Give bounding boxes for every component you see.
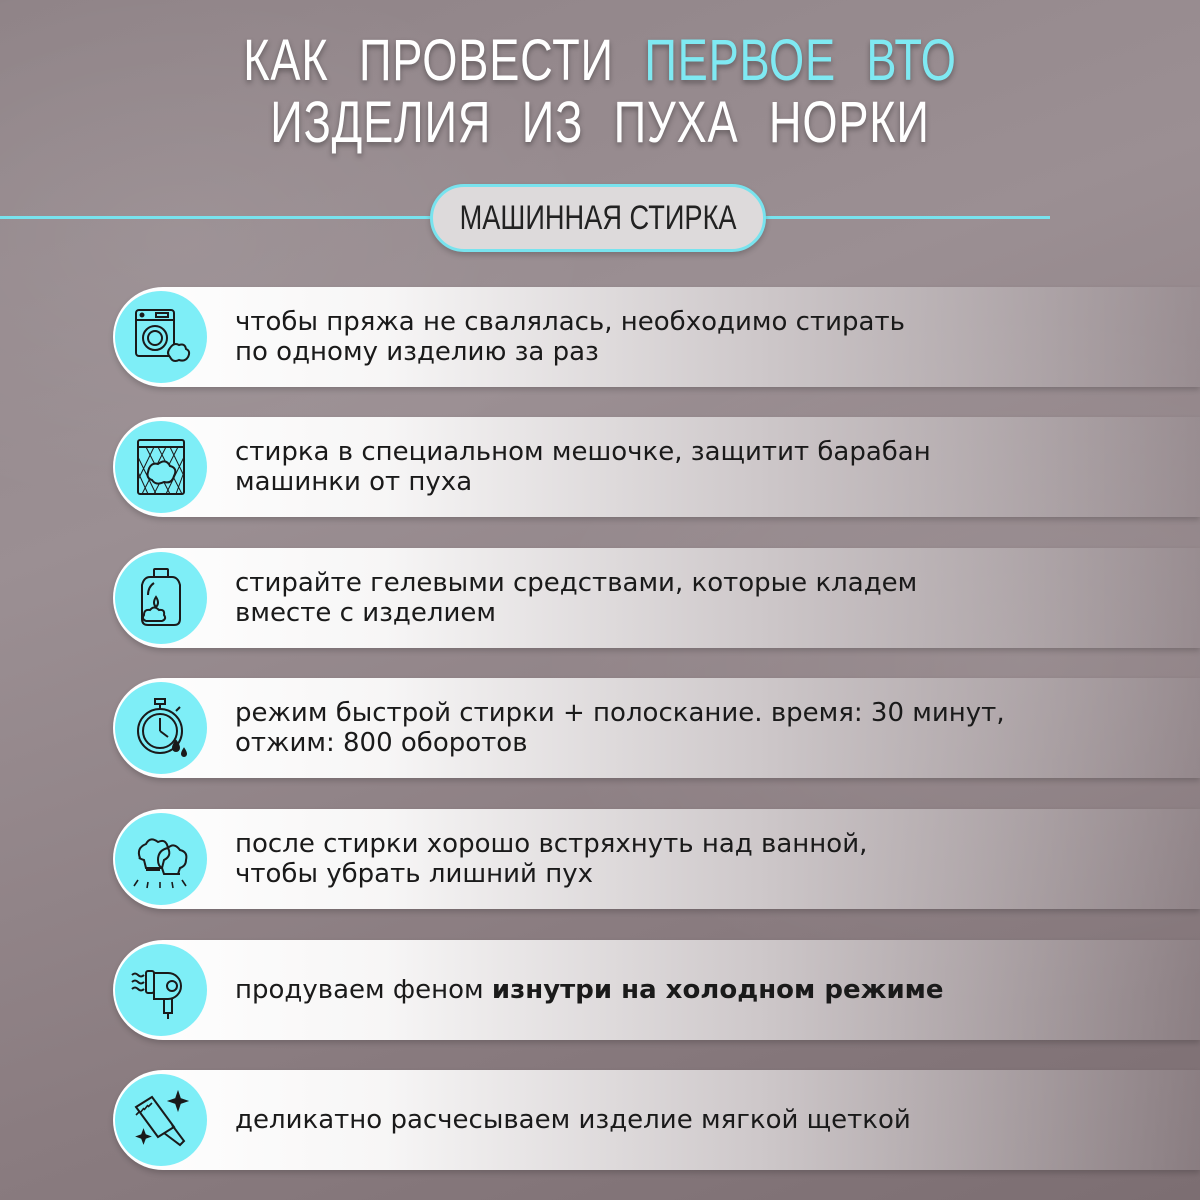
divider-right: [760, 216, 1050, 219]
list-item-2: [113, 417, 1200, 517]
section-label: МАШИННАЯ СТИРКА: [459, 198, 737, 237]
laundry-bag-icon: [115, 421, 207, 513]
stopwatch-icon: [115, 682, 207, 774]
section-label-pill: [430, 184, 766, 252]
title-accent: ПЕРВОЕ ВТО: [644, 28, 957, 93]
list-item-7: [113, 1070, 1200, 1170]
page-title: [132, 30, 1068, 154]
item-text: стирка в специальном мешочке, защитит барабан машинки от пуха: [235, 437, 931, 497]
item-text: после стирки хорошо встряхнуть над ванной, чтобы убрать лишний пух: [235, 829, 868, 889]
washing-machine-icon: [115, 291, 207, 383]
item-text: режим быстрой стирки + полоскание. время: 30 минут, отжим: 800 оборотов: [235, 698, 1005, 758]
list-item-1: [113, 287, 1200, 387]
item-text: продуваем феном изнутри на холодном режиме: [235, 975, 944, 1005]
item-text: стирайте гелевыми средствами, которые кладем вместе с изделием: [235, 568, 918, 628]
item-text-bold: изнутри на холодном режиме: [491, 975, 944, 1005]
detergent-bottle-icon: [115, 552, 207, 644]
brush-icon: [115, 1074, 207, 1166]
divider-left: [0, 216, 440, 219]
title-line-2: ИЗДЕЛИЯ ИЗ ПУХА НОРКИ: [270, 90, 930, 155]
list-item-4: [113, 678, 1200, 778]
item-text: чтобы пряжа не свалялась, необходимо стирать по одному изделию за раз: [235, 307, 905, 367]
item-text: деликатно расчесываем изделие мягкой щеткой: [235, 1105, 911, 1135]
list-item-3: [113, 548, 1200, 648]
title-line-1: КАК ПРОВЕСТИ ПЕРВОЕ ВТО: [243, 28, 957, 93]
list-item-6: [113, 940, 1200, 1040]
list-item-5: [113, 809, 1200, 909]
shake-gloves-icon: [115, 813, 207, 905]
hair-dryer-icon: [115, 944, 207, 1036]
